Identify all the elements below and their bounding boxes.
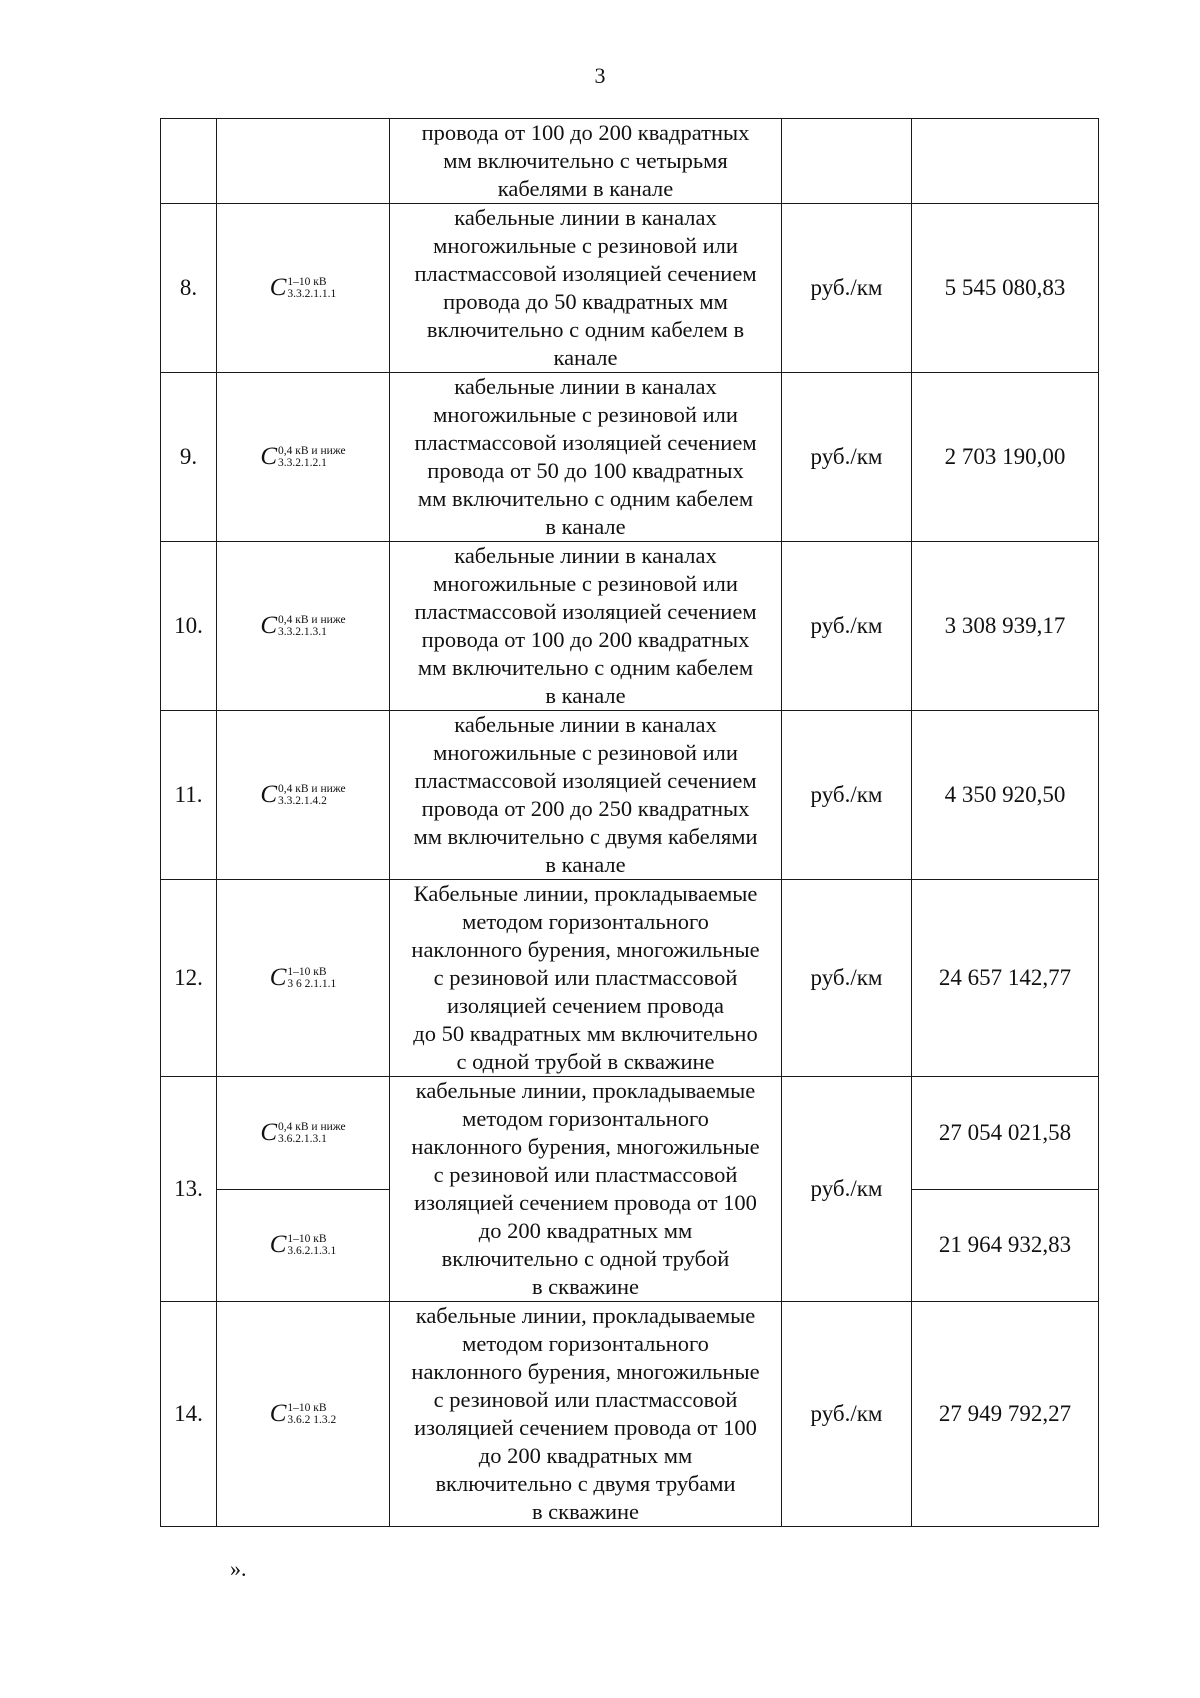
row-description: кабельные линии, прокладываемые методом горизонтального наклонного бурения, многожильные с резиновой или пластмассовой изоляцией сечением провода от 100 до 200 квадратных мм включительно с одной трубой в скважине xyxy=(390,1077,782,1302)
rate-code: C 1–10 кВ 3 6 2.1.1.1 xyxy=(269,964,337,991)
row-value: 27 054 021,58 xyxy=(912,1077,1099,1190)
rate-code-index: 3.3.2.1.4.2 xyxy=(278,795,327,807)
row-value: 21 964 932,83 xyxy=(912,1189,1099,1302)
row-number: 9. xyxy=(161,373,217,542)
rate-code-index: 3.3.2.1.2.1 xyxy=(278,457,327,469)
row-description: Кабельные линии, прокладываемые методом горизонтального наклонного бурения, многожильные с резиновой или пластмассовой изоляцией сечением провода до 50 квадратных мм включительно с одной трубой в скважине xyxy=(390,880,782,1077)
row-unit: руб./км xyxy=(782,1077,912,1302)
row-unit xyxy=(782,119,912,204)
rate-code: C 0,4 кВ и ниже 3.3.2.1.4.2 xyxy=(260,781,346,808)
row-description: кабельные линии в каналах многожильные с резиновой или пластмассовой изоляцией сечением провода от 200 до 250 квадратных мм включительно с двумя кабелями в канале xyxy=(390,711,782,880)
rate-code-index: 3.6.2.1.3.1 xyxy=(287,1245,337,1258)
rate-code-index: 3.6.2 1.3.2 xyxy=(287,1414,337,1426)
rate-code: C 0,4 кВ и ниже 3.3.2.1.3.1 xyxy=(260,612,346,639)
rate-code: C 1–10 кВ 3.6.2.1.3.1 xyxy=(269,1231,337,1259)
row-value: 3 308 939,17 xyxy=(912,542,1099,711)
rate-code-voltage: 0,4 кВ и ниже xyxy=(278,1120,346,1133)
rate-code-cell xyxy=(217,1189,390,1302)
row-unit: руб./км xyxy=(782,880,912,1077)
rate-code-voltage: 1–10 кВ xyxy=(287,1402,327,1414)
rate-code-voltage: 1–10 кВ xyxy=(287,1233,327,1246)
row-number: 10. xyxy=(161,542,217,711)
rate-code-index: 3 6 2.1.1.1 xyxy=(287,978,337,990)
rate-code-cell xyxy=(217,1077,390,1190)
row-value xyxy=(912,119,1099,204)
table-row-13 xyxy=(161,1077,1099,1190)
rate-code-cell xyxy=(217,880,390,1077)
row-description: провода от 100 до 200 квадратных мм включительно с четырьмя кабелями в канале xyxy=(390,119,782,204)
rate-code-cell xyxy=(217,373,390,542)
row-number: 14. xyxy=(161,1302,217,1527)
rate-code-index: 3.3.2.1.1.1 xyxy=(287,288,337,300)
row-unit: руб./км xyxy=(782,711,912,880)
row-number xyxy=(161,119,217,204)
rate-code-voltage: 0,4 кВ и ниже xyxy=(278,445,346,457)
row-value: 27 949 792,27 xyxy=(912,1302,1099,1527)
rate-code-cell xyxy=(217,119,390,204)
row-unit: руб./км xyxy=(782,1302,912,1527)
page-number: 3 xyxy=(594,63,606,88)
table-row-12 xyxy=(161,880,1099,1077)
rate-code: C 1–10 кВ 3.6.2 1.3.2 xyxy=(269,1400,337,1427)
rate-code-voltage: 0,4 кВ и ниже xyxy=(278,783,346,795)
table-row-14 xyxy=(161,1302,1099,1527)
row-value: 24 657 142,77 xyxy=(912,880,1099,1077)
rate-code-index: 3.3.2.1.3.1 xyxy=(278,626,327,638)
row-number: 12. xyxy=(161,880,217,1077)
row-unit: руб./км xyxy=(782,204,912,373)
row-description: кабельные линии в каналах многожильные с резиновой или пластмассовой изоляцией сечением провода от 50 до 100 квадратных мм включительно с одним кабелем в канале xyxy=(390,373,782,542)
rate-code: C 0,4 кВ и ниже 3.6.2.1.3.1 xyxy=(260,1118,346,1146)
rate-code: C 1–10 кВ 3.3.2.1.1.1 xyxy=(269,274,337,301)
tariff-table xyxy=(160,118,1099,1527)
row-unit: руб./км xyxy=(782,542,912,711)
row-description: кабельные линии в каналах многожильные с резиновой или пластмассовой изоляцией сечением провода до 50 квадратных мм включительно с одним кабелем в канале xyxy=(390,204,782,373)
table-row-8 xyxy=(161,204,1099,373)
table-row-9 xyxy=(161,373,1099,542)
row-value: 2 703 190,00 xyxy=(912,373,1099,542)
row-number: 8. xyxy=(161,204,217,373)
row-number: 11. xyxy=(161,711,217,880)
rate-code-index: 3.6.2.1.3.1 xyxy=(278,1132,327,1145)
row-description: кабельные линии, прокладываемые методом горизонтального наклонного бурения, многожильные с резиновой или пластмассовой изоляцией сечением провода от 100 до 200 квадратных мм включительно с двумя трубами в скважине xyxy=(390,1302,782,1527)
rate-code-voltage: 0,4 кВ и ниже xyxy=(278,614,346,626)
rate-code-voltage: 1–10 кВ xyxy=(287,966,327,978)
rate-code-cell xyxy=(217,711,390,880)
row-value: 5 545 080,83 xyxy=(912,204,1099,373)
rate-code-cell xyxy=(217,204,390,373)
rate-code-cell xyxy=(217,1302,390,1527)
row-description: кабельные линии в каналах многожильные с резиновой или пластмассовой изоляцией сечением провода от 100 до 200 квадратных мм включительно с одним кабелем в канале xyxy=(390,542,782,711)
rate-code: C 0,4 кВ и ниже 3.3.2.1.2.1 xyxy=(260,443,346,470)
rate-code-voltage: 1–10 кВ xyxy=(287,276,327,288)
row-unit: руб./км xyxy=(782,373,912,542)
row-value: 4 350 920,50 xyxy=(912,711,1099,880)
rate-code-cell xyxy=(217,542,390,711)
table-row-continuation xyxy=(161,119,1099,204)
row-number: 13. xyxy=(161,1077,217,1302)
closing-quote: ». xyxy=(230,1556,247,1581)
table-row-11 xyxy=(161,711,1099,880)
table-row-10 xyxy=(161,542,1099,711)
